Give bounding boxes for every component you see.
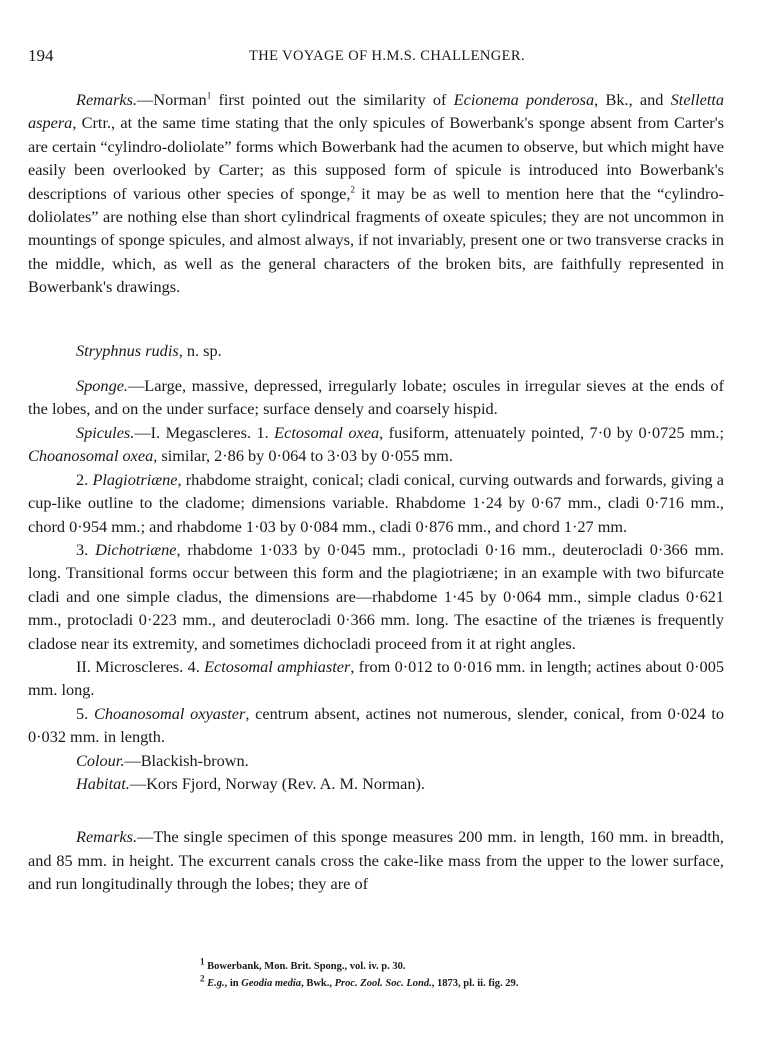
spicules-text: —I. Megascleres. 1.: [134, 422, 275, 442]
taxon-name: Ecionema ponderosa: [453, 90, 595, 109]
item-number: 5.: [76, 703, 94, 723]
spicules-text: , similar, 2·86 by 0·064 to 3·03 by 0·055 mm.: [153, 446, 453, 466]
spicule-name: Plagiotriæne: [92, 469, 178, 489]
footnote-marker: 1: [200, 956, 205, 967]
page-number: 194: [28, 46, 54, 65]
spicule-name: Dichotriæne: [95, 539, 177, 559]
species-heading: [28, 339, 724, 362]
sponge-heading: Sponge.: [76, 376, 128, 396]
footnote-text: E.g.: [204, 978, 225, 989]
sponge-paragraph: [28, 374, 724, 421]
microscleres-paragraph: [28, 655, 724, 702]
spicule-name: Ectosomal amphiaster: [204, 656, 351, 676]
item-text: II. Microscleres. 4.: [76, 656, 205, 676]
item-text: , rhabdome 1·033 by 0·045 mm., protocladi 0·16 mm., deuterocladi 0·366 mm. long. Transitional forms occur between this form and the plagiotriæne; in an example with two bifurcate cladi and one simple cladus, the dimensions are—rhabdome 1·45 by 0·064 mm., simple cladus 0·621 mm., protocladi 0·223 mm., and deuterocladi 0·366 mm. long. The esactine of the triænes is frequently cladose near its extremity, and sometimes dichocladi proceed from it at right angles.: [28, 539, 725, 653]
footnote-text: Geodia media: [241, 978, 302, 989]
item-text: , centrum absent, actines not numerous, slender, conical, from 0·024 to 0·032 mm. in length.: [28, 703, 725, 747]
spicule-name: Ectosomal oxea: [274, 422, 380, 442]
colour-text: —Blackish-brown.: [124, 750, 249, 770]
item-text: , from 0·012 to 0·016 mm. in length; actines about 0·005 mm. long.: [28, 656, 724, 700]
footnote-text: Bowerbank, Mon. Brit. Spong., vol. iv. p. 30.: [204, 961, 406, 972]
dichotriaene-paragraph: [28, 538, 724, 655]
plagiotriaene-paragraph: [28, 468, 724, 538]
footnote-text: , 1873, pl. ii. fig. 29.: [431, 978, 519, 989]
sponge-text: —Large, massive, depressed, irregularly lobate; oscules in irregular sieves at the ends of the lobes, and on the under surface; surface densely and coarsely hispid.: [28, 376, 724, 419]
footnote-ref-2: 2: [350, 184, 355, 195]
item-number: 2.: [76, 469, 93, 489]
page-header: [28, 46, 746, 68]
remarks-text: first pointed out the similarity of: [211, 90, 454, 109]
habitat-paragraph: [28, 772, 724, 795]
footnote-ref-1: 1: [206, 90, 212, 101]
item-text: , rhabdome straight, conical; cladi conical, curving outwards and forwards, giving a cup-like outline to the cladome; dimensions variable. Rhabdome 1·24 by 0·67 mm., cladi 0·716 mm., chord 0·954 mm.; and rhabdome 1·03 by 0·084 mm., cladi 0·876 mm., and chord 1·27 mm.: [28, 469, 724, 536]
remarks-heading: Remarks.: [76, 90, 138, 109]
colour-heading: Colour.: [76, 750, 125, 770]
footnote-text: Proc. Zool. Soc. Lond.: [334, 978, 432, 989]
spicule-name: Choanosomal oxea: [28, 446, 154, 466]
spicules-heading: Spicules.: [76, 422, 135, 442]
spicule-name: Choanosomal oxyaster: [93, 703, 246, 723]
spicules-paragraph: [28, 421, 724, 468]
remarks-heading: Remarks.: [76, 827, 138, 847]
remarks-text: —The single specimen of this sponge measures 200 mm. in length, 160 mm. in breadth, and 85 mm. in height. The excurrent canals cross the cake-like mass from the upper to the lower surface, and run longitudinally through the lobes; they are of: [28, 827, 724, 894]
footnote-marker: 2: [200, 973, 205, 984]
colour-paragraph: [28, 749, 724, 772]
habitat-heading: Habitat.: [76, 773, 130, 793]
remarks-paragraph-2: [28, 825, 724, 895]
species-suffix: , n. sp.: [178, 340, 222, 360]
remarks-text: —Norman: [137, 90, 207, 109]
footnote-text: , in: [224, 978, 242, 989]
remarks-paragraph-1: [28, 88, 724, 299]
footnote-2: [200, 975, 720, 992]
spicules-text: , fusiform, attenuately pointed, 7·0 by 0·0725 mm.;: [379, 422, 725, 442]
species-name: Stryphnus rudis: [76, 340, 179, 360]
habitat-text: —Kors Fjord, Norway (Rev. A. M. Norman).: [129, 773, 425, 793]
running-head: THE VOYAGE OF H.M.S. CHALLENGER.: [249, 48, 525, 64]
remarks-text: it may be as well to mention here that the “cylindro-doliolates” are nothing else than short cylindrical fragments of oxeate spicules; they are not uncommon in mountings of sponge spicules, and almost always, if not invariably, present one or two transverse cracks in the middle, which, as well as the general characters of the broken bits, are faithfully represented in Bowerbank's drawings.: [28, 183, 724, 297]
remarks-text: , Crtr., at the same time stating that the only spicules of Bowerbank's sponge absent from Carter's are certain “cylindro-doliolate” forms which Bowerbank had the acumen to observe, but which might have easily been overlooked by Carter; as this supposed form of spicule is introduced into Bowerbank's descriptions of various other species of sponge,: [28, 113, 724, 203]
footnote-1: [200, 958, 720, 975]
page-body: [28, 88, 724, 896]
footnotes: [200, 958, 720, 992]
remarks-text: , Bk., and: [594, 90, 671, 109]
oxyaster-paragraph: [28, 702, 724, 749]
taxon-name: Stelletta aspera: [28, 90, 725, 133]
footnote-text: , Bwk.,: [301, 978, 335, 989]
item-number: 3.: [76, 539, 96, 559]
